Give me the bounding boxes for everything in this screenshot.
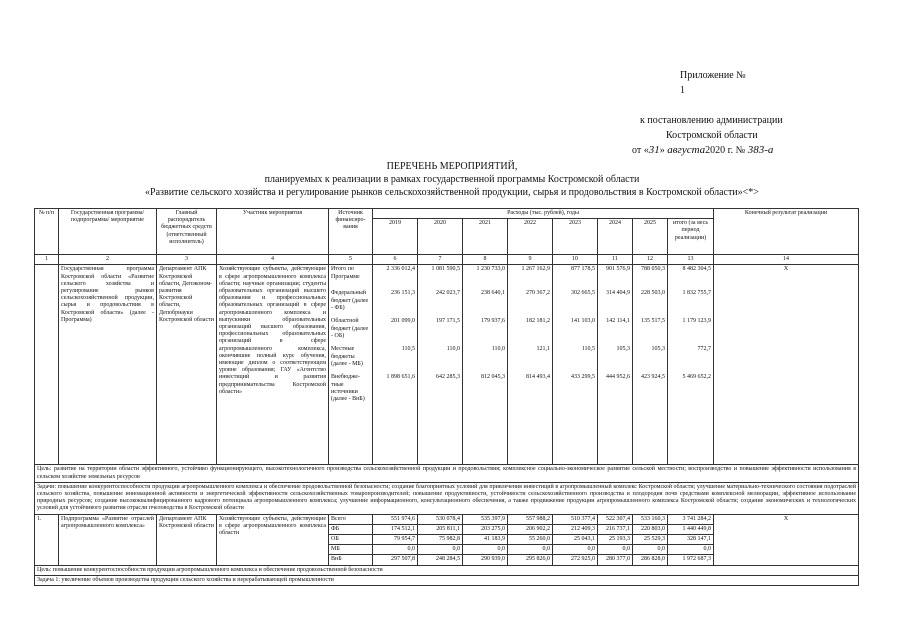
value-cell: 297 507,8 [373, 555, 418, 565]
value-cell: 1 898 651,6 [386, 374, 415, 381]
value-cell: 0,0 [508, 545, 553, 555]
sub-source: Всего [329, 514, 373, 524]
value-cell: 423 924,5 [641, 374, 665, 381]
value-cell: 510 377,4 [553, 514, 598, 524]
sub-task-row [35, 575, 859, 585]
value-cell: 272 925,0 [553, 555, 598, 565]
value-cell: 772,7 [697, 346, 712, 353]
sub-manager: Департамент АПК Костромской области [157, 514, 217, 565]
source-label: Внебюдже-тные источники (далее - ВнБ) [331, 374, 365, 403]
value-cell: 41 183,9 [463, 535, 508, 545]
value-cell: 1 267 162,9 [521, 266, 550, 273]
value-cell: 197 171,5 [436, 318, 460, 325]
value-cell: 205 811,1 [418, 524, 463, 534]
value-cell: 1 230 733,0 [476, 266, 505, 273]
value-cell: 182 181,2 [526, 318, 550, 325]
value-cell: 533 160,3 [633, 514, 668, 524]
col-number: 1 [35, 255, 59, 265]
hdr-year: 2022 [508, 219, 553, 255]
value-cell: 0,0 [633, 545, 668, 555]
program-result: Х [714, 265, 859, 465]
program-year-values [373, 265, 418, 465]
value-cell: 174 512,1 [373, 524, 418, 534]
program-year-values [598, 265, 633, 465]
value-cell: 901 576,9 [606, 266, 630, 273]
hdr-year: 2024 [598, 219, 633, 255]
value-cell: 110,0 [491, 346, 505, 353]
hdr-total: итого (за весь период реализации) [668, 219, 714, 255]
hdr-year: 2019 [373, 219, 418, 255]
value-cell: 8 482 304,5 [682, 266, 712, 273]
hdr-participant: Участник мероприятия [217, 209, 329, 255]
date-day: 31 [648, 144, 660, 156]
value-cell: 110,5 [581, 346, 595, 353]
value-cell: 216 737,1 [598, 524, 633, 534]
col-number: 3 [157, 255, 217, 265]
value-cell: 238 640,1 [481, 290, 505, 297]
value-cell: 433 299,5 [571, 374, 595, 381]
title-line-2: планируемых к реализации в рамках государственной программы Костромской области [264, 174, 640, 185]
value-cell: 55 260,0 [508, 535, 553, 545]
value-cell: 25 193,3 [598, 535, 633, 545]
appendix-region: Костромской области [666, 130, 758, 141]
value-cell: 814 493,4 [526, 374, 550, 381]
value-cell: 121,1 [536, 346, 550, 353]
sub-result: Х [714, 514, 859, 565]
col-number: 13 [668, 255, 714, 265]
value-cell: 1 179 123,9 [682, 318, 712, 325]
value-cell: 788 050,3 [641, 266, 665, 273]
value-cell: 179 937,6 [481, 318, 505, 325]
value-cell: 201 099,0 [391, 318, 415, 325]
sub-goal-row [35, 565, 859, 575]
sub-program: Подпрограмма «Развитие отраслей агропромышленного комплекса» [59, 514, 157, 565]
value-cell: 25 043,1 [553, 535, 598, 545]
program-year-values [633, 265, 668, 465]
col-number: 9 [508, 255, 553, 265]
program-year-values [463, 265, 508, 465]
header-row [35, 209, 859, 219]
value-cell: 75 982,8 [418, 535, 463, 545]
sub-participant: Хозяйствующие субъекты, действующие в сфере агропромышленного комплекса области [217, 514, 329, 565]
hdr-source: Источник финансиро-вания [329, 209, 373, 255]
col-number: 2 [59, 255, 157, 265]
value-cell: 25 529,3 [633, 535, 668, 545]
value-cell: 877 178,5 [571, 266, 595, 273]
value-cell: 0,0 [553, 545, 598, 555]
value-cell: 236 151,3 [391, 290, 415, 297]
goal-text: Цель: развитие на территории области эффективного, устойчиво функционирующего, высокотехнологичного производства сельскохозяйственной продукции и продовольствия; комплексное социально-экономическое развитие сельской местности; воспроизводство и повышение эффективности использования в сельском хозяйстве земельных ресурсов [35, 465, 859, 482]
value-cell: 1 081 590,5 [431, 266, 460, 273]
value-cell: 2 336 012,4 [386, 266, 415, 273]
value-cell: 248 284,5 [418, 555, 463, 565]
col-number: 10 [553, 255, 598, 265]
sub-source: МБ [329, 545, 373, 555]
value-cell: 228 503,0 [641, 290, 665, 297]
value-cell: 812 045,3 [481, 374, 505, 381]
hdr-year: 2023 [553, 219, 598, 255]
program-sources [329, 265, 373, 465]
sub-task-text: Задача 1: увеличение объемов производства продукции сельского хозяйства и перерабатывающей промышленности [35, 575, 859, 585]
value-cell: 206 902,2 [508, 524, 553, 534]
value-cell: 270 367,2 [526, 290, 550, 297]
date-prefix: от « [632, 145, 649, 156]
date-month: августа [667, 144, 706, 156]
value-cell: 0,0 [418, 545, 463, 555]
column-numbers-row [35, 255, 859, 265]
date-year: 2020 г. № [705, 145, 746, 156]
title-line-3: «Развитие сельского хозяйства и регулирование рынков сельскохозяйственной продукции, сырья и продовольствия в Костромской области»<*> [145, 187, 759, 198]
program-manager: Департамент АПК Костромской области, Депэконом-развития Костромской области, Депобрнауки Костромской области [157, 265, 217, 465]
value-cell: 522 307,4 [598, 514, 633, 524]
sub-source: ОБ [329, 535, 373, 545]
hdr-expenses: Расходы (тыс. рублей), годы [373, 209, 714, 219]
source-label: Федеральный бюджет (далее - ФБ) [331, 290, 369, 311]
value-cell: 295 826,0 [508, 555, 553, 565]
hdr-year: 2025 [633, 219, 668, 255]
hdr-result: Конечный результат реализации [714, 209, 859, 255]
value-cell: 557 988,2 [508, 514, 553, 524]
program-year-values [508, 265, 553, 465]
value-cell: 444 952,6 [606, 374, 630, 381]
value-cell: 280 377,0 [598, 555, 633, 565]
value-cell: 79 954,7 [373, 535, 418, 545]
program-name: Государственная программа Костромской области «Развитие сельского хозяйства и регулирование рынков сельскохозяйственной продукции, сырья и продовольствия в Костромской области» (далее - Программа) [59, 265, 157, 465]
program-total-values [668, 265, 714, 465]
value-cell: 328 147,1 [668, 535, 714, 545]
value-cell: 0,0 [668, 545, 714, 555]
value-cell: 302 665,5 [571, 290, 595, 297]
value-cell: 314 404,9 [606, 290, 630, 297]
col-number: 8 [463, 255, 508, 265]
value-cell: 142 114,1 [606, 318, 630, 325]
sub-num: 1. [35, 514, 59, 565]
sub-source: ВнБ [329, 555, 373, 565]
program-num [35, 265, 59, 465]
hdr-manager: Главный распорядитель бюджетных средств (ответственный исполнитель) [157, 209, 217, 255]
value-cell: 551 974,6 [373, 514, 418, 524]
date-number: 383-а [747, 144, 774, 156]
value-cell: 105,3 [616, 346, 630, 353]
appendix-block [632, 68, 880, 158]
value-cell: 135 517,5 [641, 318, 665, 325]
tasks-row [35, 482, 859, 514]
col-number: 6 [373, 255, 418, 265]
hdr-year: 2021 [463, 219, 508, 255]
value-cell: 0,0 [373, 545, 418, 555]
source-label: Итого по Программе [331, 266, 360, 280]
value-cell: 212 409,3 [553, 524, 598, 534]
value-cell: 141 103,0 [571, 318, 595, 325]
col-number: 7 [418, 255, 463, 265]
appendix-to-decree: к постановлению администрации [640, 115, 783, 126]
value-cell: 242 023,7 [436, 290, 460, 297]
value-cell: 1 440 449,8 [668, 524, 714, 534]
value-cell: 0,0 [598, 545, 633, 555]
col-number: 14 [714, 255, 859, 265]
hdr-year: 2020 [418, 219, 463, 255]
program-row [35, 265, 859, 465]
value-cell: 110,0 [446, 346, 460, 353]
appendix-date-line: от «31» августа2020 г. № 383-а [632, 144, 774, 156]
sub-source: ФБ [329, 524, 373, 534]
source-label: Местные бюджеты (далее - МБ) [331, 346, 363, 367]
value-cell: 290 939,0 [463, 555, 508, 565]
source-label: Областной бюджет (далее - ОБ) [331, 318, 369, 339]
col-number: 5 [329, 255, 373, 265]
value-cell: 642 285,3 [436, 374, 460, 381]
value-cell: 1 972 687,3 [668, 555, 714, 565]
measures-table [34, 208, 859, 586]
goal-row [35, 465, 859, 482]
sub-row [35, 514, 859, 524]
col-number: 4 [217, 255, 329, 265]
value-cell: 105,3 [651, 346, 665, 353]
hdr-num: № п/п [35, 209, 59, 255]
title-line-1: ПЕРЕЧЕНЬ МЕРОПРИЯТИЙ, [386, 161, 518, 172]
hdr-program: Государственная программа/подпрограмма/ мероприятие [59, 209, 157, 255]
value-cell: 220 803,0 [633, 524, 668, 534]
sub-goal-text: Цель: повышение конкурентоспособности продукции агропромышленного комплекса и обеспечение продовольственной безопасности [35, 565, 859, 575]
value-cell: 286 828,0 [633, 555, 668, 565]
tasks-text: Задачи: повышение конкурентоспособности продукции агропромышленного комплекса и обеспечение продовольственной безопасности; создание благоприятных условий для привлечения инвестиций в агропромышленный комплекс Костромской области; улучшение материально-технического состояния подотраслей сельского хозяйства, повышение инновационной активности и энергетической эффективности сельскохозяйственных товаропроизводителей; повышение продуктивности, устойчивости сельскохозяйственного производства и плодородия почв средствами комплексной мелиорации, эффективное использование природных ресурсов; создание высококвалифицированного кадрового потенциала агропромышленного комплекса; улучшение информационного, консультационного обеспечения, а также продвижение продукции агропромышленного комплекса Костромской области; создание экономических и технологических условий для устойчивого развития отрасли пчеловодства в Костромской области [35, 482, 859, 514]
value-cell: 5 469 652,2 [682, 374, 712, 381]
col-number: 12 [633, 255, 668, 265]
value-cell: 535 397,9 [463, 514, 508, 524]
program-year-values [418, 265, 463, 465]
value-cell: 3 741 284,2 [668, 514, 714, 524]
program-participant: Хозяйствующие субъекты, действующие в сфере агропромышленного комплекса области; научные организации; студенты образовательных организаций высшего образования и профессиональных образовательных организаций в сфере агропромышленного комплекса и выпускники образовательных организаций высшего образования, профессиональных образовательных организаций в сфере агропромышленного комплекса, окончившие полный курс обучения, имеющие диплом о соответствующем уровне образования; ГАУ «Агентство инвестиций и развития предпринимательства Костромской области» [217, 265, 329, 465]
program-year-values [553, 265, 598, 465]
value-cell: 110,5 [401, 346, 415, 353]
appendix-number: Приложение № 1 [680, 70, 746, 96]
value-cell: 203 275,0 [463, 524, 508, 534]
value-cell: 530 078,4 [418, 514, 463, 524]
value-cell: 0,0 [463, 545, 508, 555]
col-number: 11 [598, 255, 633, 265]
value-cell: 1 832 755,7 [682, 290, 712, 297]
